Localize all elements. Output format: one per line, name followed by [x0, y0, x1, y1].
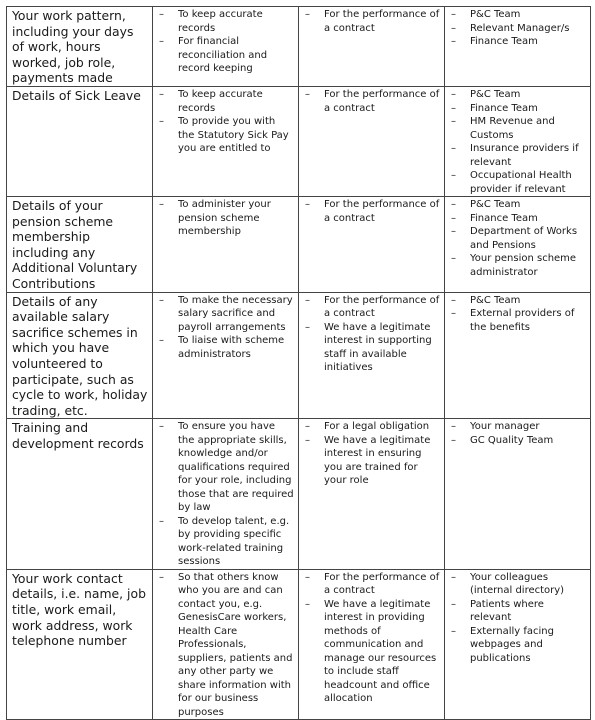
- legal-basis-cell: [299, 569, 445, 720]
- list-item: – Finance Team: [450, 212, 586, 226]
- list-item: – To keep accurate records: [158, 8, 294, 35]
- list-item: – P&C Team: [450, 198, 586, 212]
- list-item: – For the performance of a contract: [304, 8, 440, 35]
- list-item: – Finance Team: [450, 35, 586, 49]
- list-item: – Externally facing webpages and publications: [450, 625, 586, 666]
- list-item: – We have a legitimate interest in providing methods of communication and manage our resources to include staff headcount and office allocation: [304, 598, 440, 706]
- category-cell: Your work contact details, i.e. name, job title, work email, work address, work telephone number: [7, 569, 153, 720]
- table-row: [7, 7, 591, 87]
- list-item: – Occupational Health provider if relevant: [450, 169, 586, 196]
- legal-basis-cell: [299, 7, 445, 87]
- recipients-cell: [445, 569, 591, 720]
- list-item: – Patients where relevant: [450, 598, 586, 625]
- purpose-cell: [153, 292, 299, 419]
- category-cell: Details of any available salary sacrifice schemes in which you have volunteered to participate, such as cycle to work, holiday trading, etc.: [7, 292, 153, 419]
- list-item: – For financial reconciliation and record keeping: [158, 35, 294, 76]
- list-item: – To develop talent, e.g. by providing specific work-related training sessions: [158, 515, 294, 569]
- list-item: – Your manager: [450, 420, 586, 434]
- table-row: [7, 419, 591, 570]
- list-item: – For the performance of a contract: [304, 294, 440, 321]
- list-item: – Relevant Manager/s: [450, 22, 586, 36]
- purpose-cell: [153, 569, 299, 720]
- list-item: – Insurance providers if relevant: [450, 142, 586, 169]
- recipients-cell: [445, 7, 591, 87]
- list-item: – To make the necessary salary sacrifice and payroll arrangements: [158, 294, 294, 335]
- category-cell: Details of Sick Leave: [7, 87, 153, 197]
- purpose-cell: [153, 87, 299, 197]
- category-cell: Your work pattern, including your days of work, hours worked, job role, payments made: [7, 7, 153, 87]
- list-item: – To ensure you have the appropriate skills, knowledge and/or qualifications required for your role, including those that are required by law: [158, 420, 294, 515]
- list-item: – To liaise with scheme administrators: [158, 334, 294, 361]
- list-item: – For the performance of a contract: [304, 198, 440, 225]
- purpose-cell: [153, 419, 299, 570]
- table-row: [7, 197, 591, 293]
- list-item: – To provide you with the Statutory Sick Pay you are entitled to: [158, 115, 294, 156]
- list-item: – So that others know who you are and can contact you, e.g. GenesisCare workers, Health Care Professionals, suppliers, patients and any other party we share information with for our business purposes: [158, 571, 294, 720]
- list-item: – P&C Team: [450, 88, 586, 102]
- category-cell: Training and development records: [7, 419, 153, 570]
- list-item: – External providers of the benefits: [450, 307, 586, 334]
- list-item: – Department of Works and Pensions: [450, 225, 586, 252]
- list-item: – For the performance of a contract: [304, 88, 440, 115]
- list-item: – P&C Team: [450, 294, 586, 308]
- list-item: – For a legal obligation: [304, 420, 440, 434]
- table-row: [7, 292, 591, 419]
- list-item: – HM Revenue and Customs: [450, 115, 586, 142]
- list-item: – Your colleagues (internal directory): [450, 571, 586, 598]
- list-item: – GC Quality Team: [450, 434, 586, 448]
- list-item: – We have a legitimate interest in supporting staff in available initiatives: [304, 321, 440, 375]
- category-cell: Details of your pension scheme membership including any Additional Voluntary Contributions: [7, 197, 153, 293]
- list-item: – Finance Team: [450, 102, 586, 116]
- list-item: – To keep accurate records: [158, 88, 294, 115]
- data-processing-table: [6, 6, 591, 720]
- list-item: – For the performance of a contract: [304, 571, 440, 598]
- legal-basis-cell: [299, 419, 445, 570]
- list-item: – P&C Team: [450, 8, 586, 22]
- legal-basis-cell: [299, 197, 445, 293]
- legal-basis-cell: [299, 292, 445, 419]
- recipients-cell: [445, 87, 591, 197]
- purpose-cell: [153, 7, 299, 87]
- list-item: – To administer your pension scheme membership: [158, 198, 294, 239]
- recipients-cell: [445, 292, 591, 419]
- table-row: [7, 87, 591, 197]
- list-item: – We have a legitimate interest in ensuring you are trained for your role: [304, 434, 440, 488]
- purpose-cell: [153, 197, 299, 293]
- recipients-cell: [445, 419, 591, 570]
- recipients-cell: [445, 197, 591, 293]
- list-item: – Your pension scheme administrator: [450, 252, 586, 279]
- legal-basis-cell: [299, 87, 445, 197]
- table-row: [7, 569, 591, 720]
